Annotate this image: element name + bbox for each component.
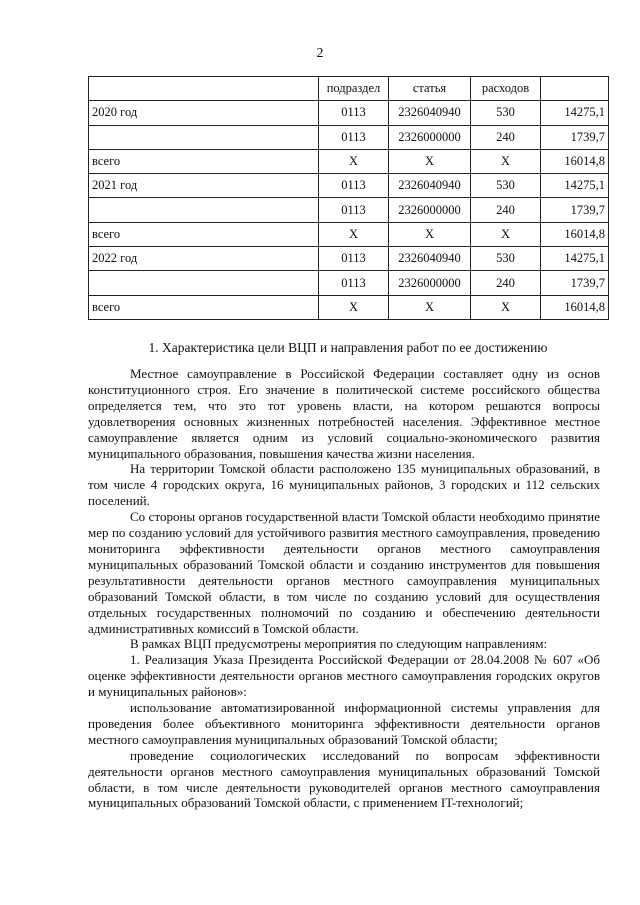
table-cell: 0113 — [319, 271, 389, 295]
table-cell: 0113 — [319, 198, 389, 222]
page-number: 2 — [316, 46, 324, 61]
table-cell: 240 — [471, 198, 541, 222]
table-row — [89, 125, 609, 149]
table-cell: всего — [89, 222, 319, 246]
table-cell: 14275,1 — [541, 247, 609, 271]
table-cell: 2326000000 — [389, 125, 471, 149]
table-cell: всего — [89, 149, 319, 173]
table-cell: 530 — [471, 247, 541, 271]
table-cell: 530 — [471, 101, 541, 125]
section-title: 1. Характеристика цели ВЦП и направления работ по ее достижению — [148, 340, 548, 355]
table-cell: 2020 год — [89, 101, 319, 125]
table-cell: X — [471, 149, 541, 173]
paragraph: На территории Томской области расположено 135 муниципальных образований, в том числе 4 городских округа, 16 муниципальных районов, 3 городских и 112 сельских поселений. — [88, 461, 600, 509]
table-cell: 2326040940 — [389, 174, 471, 198]
table-row — [89, 101, 609, 125]
header-cell: расходов — [471, 77, 541, 101]
table-cell: 240 — [471, 271, 541, 295]
table-cell: X — [389, 295, 471, 319]
table-cell: X — [389, 149, 471, 173]
table-cell: 16014,8 — [541, 222, 609, 246]
table-row — [89, 174, 609, 198]
table-cell: 1739,7 — [541, 198, 609, 222]
paragraph: использование автоматизированной информационной системы управления для проведения более объективного мониторинга эффективности деятельности органов местного самоуправления муниципальных образований Томской области; — [88, 700, 600, 747]
table-cell: 2326040940 — [389, 247, 471, 271]
table-cell: 530 — [471, 174, 541, 198]
table-row — [89, 149, 609, 173]
header-cell: подраздел — [319, 77, 389, 101]
table-cell: 1739,7 — [541, 125, 609, 149]
table-cell: 16014,8 — [541, 295, 609, 319]
header-cell — [541, 77, 609, 101]
table-cell: всего — [89, 295, 319, 319]
table-cell: 1739,7 — [541, 271, 609, 295]
paragraph: Местное самоуправление в Российской Федерации составляет одну из основ конституционного строя. Его значение в политической системе российского общества определяется тем, что это тот уровень власти, на котором решаются вопросы удовлетворения основных жизненных потребностей населения. Эффективное местное самоуправление является одним из условий социально-экономического развития муниципального образования, повышения качества жизни населения. — [88, 366, 600, 461]
table-row — [89, 198, 609, 222]
table-cell: X — [319, 222, 389, 246]
table-cell: 14275,1 — [541, 101, 609, 125]
header-cell: статья — [389, 77, 471, 101]
table-cell: 2326040940 — [389, 101, 471, 125]
table-cell: 0113 — [319, 174, 389, 198]
table-cell: 2326000000 — [389, 198, 471, 222]
table-header-row — [89, 77, 609, 101]
table-cell: 0113 — [319, 247, 389, 271]
table-cell: 0113 — [319, 125, 389, 149]
body-text — [88, 366, 600, 811]
paragraph: проведение социологических исследований по вопросам эффективности деятельности органов местного самоуправления муниципальных образований Томской области, в том числе деятельности руководителей органов местного самоуправления муниципальных образований Томской области, с применением IT-технологий; — [88, 747, 600, 811]
table-cell: 2021 год — [89, 174, 319, 198]
table-cell: X — [319, 295, 389, 319]
table-cell: X — [319, 149, 389, 173]
table-cell: X — [389, 222, 471, 246]
table-cell: 2022 год — [89, 247, 319, 271]
table-cell: 240 — [471, 125, 541, 149]
paragraph: Со стороны органов государственной власти Томской области необходимо принятие мер по созданию условий для устойчивого развития местного самоуправления, проведению мониторинга эффективности деятельности органов местного самоуправления муниципальных образований Томской области и созданию инструментов для повышения результативности деятельности органов местного самоуправления муниципальных образований Томской области, в том числе по созданию условий для осуществления отдельных государственных полномочий по созданию и обеспечению деятельности административных комиссий в Томской области. — [88, 509, 600, 636]
table-cell: 0113 — [319, 101, 389, 125]
table-cell — [89, 125, 319, 149]
table-row — [89, 247, 609, 271]
table-cell: 14275,1 — [541, 174, 609, 198]
table-row — [89, 271, 609, 295]
table-cell — [89, 271, 319, 295]
table-row — [89, 222, 609, 246]
paragraph: 1. Реализация Указа Президента Российской Федерации от 28.04.2008 № 607 «Об оценке эффективности деятельности органов местного самоуправления городских округов и муниципальных районов»: — [88, 652, 600, 700]
table-cell: X — [471, 295, 541, 319]
table-cell: 16014,8 — [541, 149, 609, 173]
table-row — [89, 295, 609, 319]
table-cell: 2326000000 — [389, 271, 471, 295]
table-cell: X — [471, 222, 541, 246]
budget-table — [88, 76, 609, 320]
table-cell — [89, 198, 319, 222]
paragraph: В рамках ВЦП предусмотрены мероприятия по следующим направлениям: — [130, 636, 548, 652]
header-cell — [89, 77, 319, 101]
